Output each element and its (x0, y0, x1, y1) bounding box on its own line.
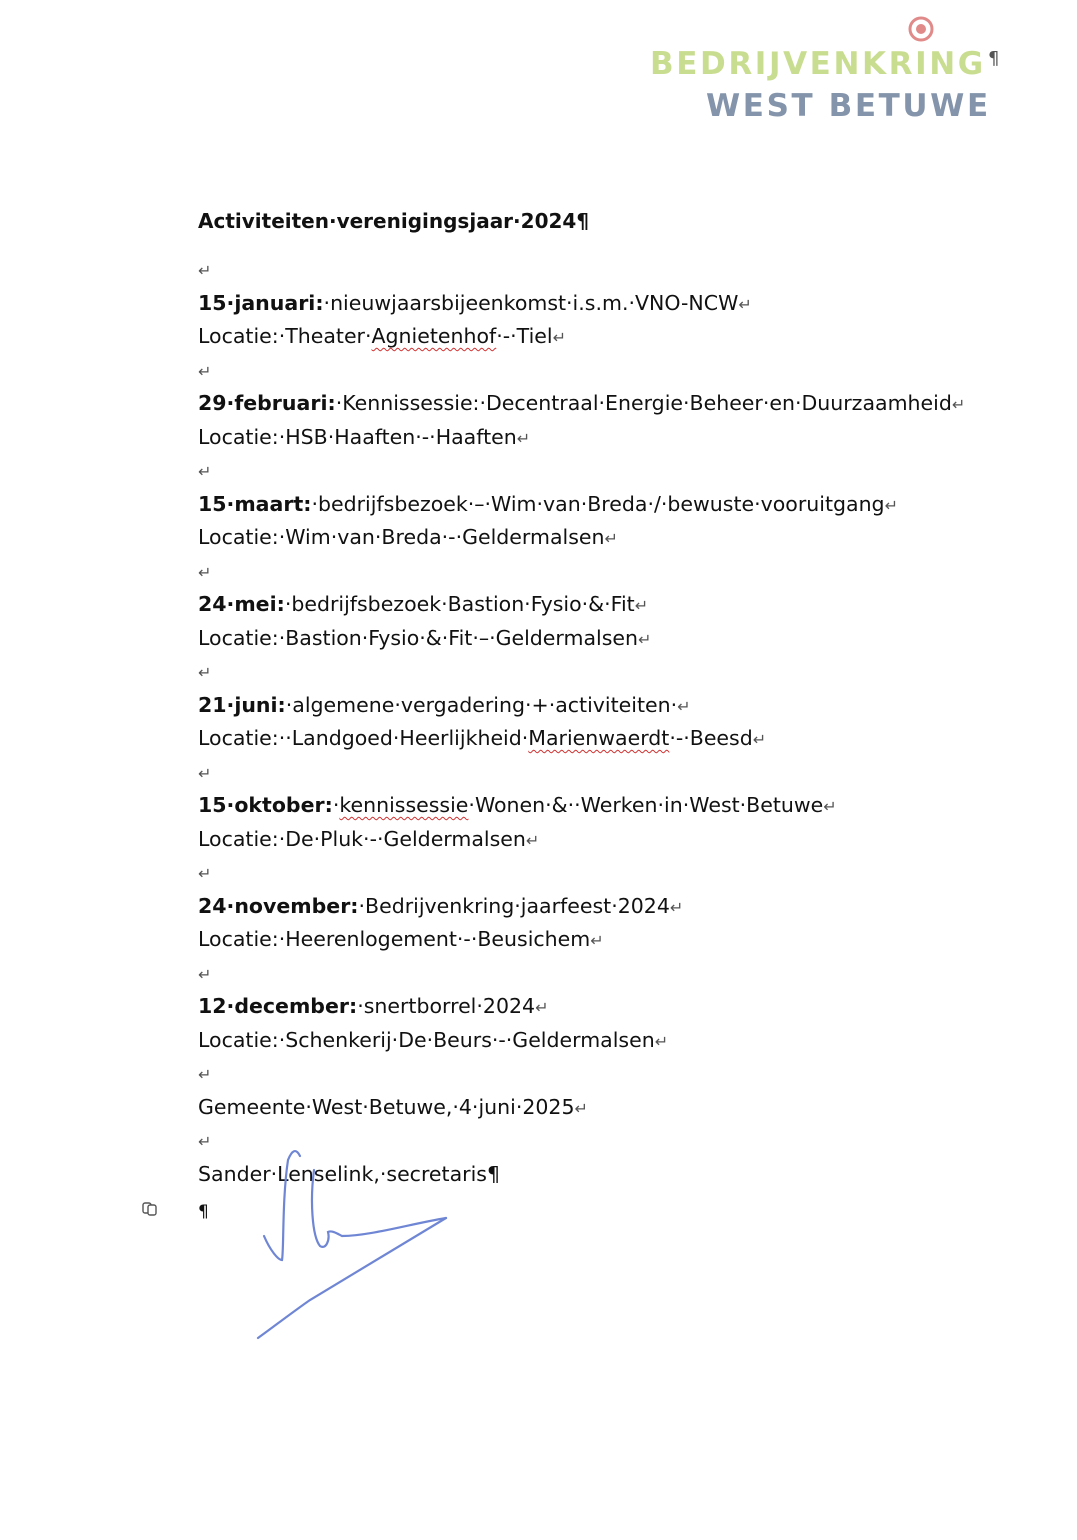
location-label: Locatie: (198, 826, 279, 851)
event-description: · (332, 793, 340, 817)
location-text: ·Theater· (278, 324, 372, 348)
location-text: ·Heerenlogement·-·Beusichem (278, 927, 591, 951)
spelling-flagged-word: kennissessie (339, 793, 469, 817)
location-label: Locatie: (198, 525, 279, 549)
return-mark: ↵ (198, 763, 212, 783)
location-line (198, 320, 1018, 354)
return-mark: ↵ (552, 328, 566, 347)
event-description: ·Wonen·&··Werken·in·West·Betuwe (468, 793, 824, 817)
event-line (198, 990, 1018, 1024)
return-mark: ↵ (634, 596, 649, 615)
location-line (198, 923, 1018, 957)
event-description: ·snertborrel·2024 (357, 994, 536, 1018)
blank-line (198, 253, 1018, 287)
event-line (198, 789, 1018, 823)
return-mark: ↵ (198, 1065, 212, 1084)
location-line (198, 722, 1018, 756)
return-mark: ↵ (198, 864, 212, 883)
blank-line (198, 756, 1018, 790)
logo-text-west-betuwe: WEST BETUWE (706, 88, 991, 124)
event-line (198, 287, 1018, 321)
return-mark: ↵ (752, 730, 767, 749)
return-mark: ↵ (884, 495, 898, 515)
location-line (198, 521, 1018, 555)
pilcrow-mark: ¶ (486, 1161, 500, 1186)
handwritten-signature (240, 1140, 470, 1350)
signatory-line: Sander·Lenselink,·secretaris¶ (198, 1161, 500, 1186)
pilcrow-mark: ¶ (198, 1202, 209, 1222)
location-line (198, 622, 1018, 656)
location-text: ·HSB·Haaften·-·Haaften (278, 424, 517, 449)
spelling-flagged-word: Agnietenhof (371, 324, 497, 348)
return-mark: ↵ (574, 1098, 588, 1118)
location-line (198, 1024, 1018, 1058)
location-text: ·Bastion·Fysio·&·Fit·–·Geldermalsen (278, 625, 639, 650)
event-date: 15·maart: (198, 491, 312, 516)
return-mark: ↵ (604, 529, 618, 548)
document-title: Activiteiten·verenigingsjaar·2024¶ (198, 209, 590, 233)
blank-line (198, 957, 1018, 991)
event-line (198, 890, 1018, 924)
location-line (198, 823, 1018, 857)
event-line (198, 689, 1018, 723)
event-line (198, 588, 1018, 622)
event-description: ·algemene·vergadering·+·activiteiten· (285, 692, 678, 717)
event-date: 29·februari: (198, 391, 336, 415)
return-mark: ↵ (198, 964, 212, 984)
return-mark: ↵ (823, 797, 837, 816)
location-label: Locatie: (198, 625, 279, 650)
blank-line (198, 454, 1018, 488)
blank-line (198, 354, 1018, 388)
event-date: 24·mei: (198, 592, 285, 616)
event-description: ·bedrijfsbezoek·Bastion·Fysio·&·Fit (284, 592, 635, 616)
return-mark: ↵ (654, 1031, 669, 1051)
return-mark: ↵ (525, 830, 540, 850)
return-mark: ↵ (590, 931, 604, 950)
pilcrow-mark: ¶ (988, 48, 1000, 69)
return-mark: ↵ (198, 663, 212, 682)
event-date: 21·juni: (198, 692, 286, 717)
location-label: Locatie: (198, 927, 279, 951)
logo-ring-icon (908, 16, 934, 42)
spelling-flagged-word: Marienwaerdt (528, 726, 670, 750)
return-mark: ↵ (516, 428, 531, 448)
blank-line (198, 555, 1018, 589)
location-label: Locatie: (198, 1027, 279, 1052)
return-mark: ↵ (638, 629, 652, 649)
location-text: ·Wim·van·Breda·-·Geldermalsen (278, 525, 605, 549)
logo-text-bedrijvenkring: BEDRIJVENKRING (650, 46, 986, 82)
location-text: ·-·Tiel (496, 324, 553, 348)
event-description: ·Kennissessie:·Decentraal·Energie·Beheer·en·Duurzaamheid (335, 391, 952, 415)
pilcrow-mark: ¶ (576, 209, 590, 233)
return-mark: ↵ (198, 261, 212, 280)
event-description: ·bedrijfsbezoek·–·Wim·van·Breda·/·bewuste·vooruitgang (311, 491, 885, 516)
event-date: 12·december: (198, 994, 358, 1018)
location-line (198, 421, 1018, 455)
return-mark: ↵ (951, 395, 966, 414)
return-mark: ↵ (198, 462, 212, 481)
event-line (198, 387, 1018, 421)
return-mark: ↵ (198, 1132, 212, 1151)
event-line (198, 488, 1018, 522)
event-description: ·nieuwjaarsbijeenkomst·i.s.m.·VNO-NCW (323, 290, 739, 315)
return-mark: ↵ (677, 696, 691, 716)
location-text: ·Schenkerij·De·Beurs·-·Geldermalsen (278, 1027, 655, 1052)
location-text: ·-·Beesd (669, 726, 753, 750)
location-label: Locatie: (198, 324, 279, 348)
event-date: 15·oktober: (198, 793, 333, 817)
location-text: ·De·Pluk·-·Geldermalsen (278, 826, 526, 851)
link-anchor-icon[interactable] (141, 1201, 159, 1217)
return-mark: ↵ (669, 897, 684, 917)
return-mark: ↵ (198, 361, 212, 381)
blank-line (198, 856, 1018, 890)
event-description: ·Bedrijvenkring·jaarfeest·2024 (358, 893, 670, 918)
closing-place-date: Gemeente·West·Betuwe,·4·juni·2025↵ (198, 1094, 588, 1119)
location-label: Locatie: (198, 726, 279, 750)
blank-line (198, 1057, 1018, 1091)
blank-line (198, 655, 1018, 689)
location-text: ··Landgoed·Heerlijkheid· (278, 726, 529, 750)
location-label: Locatie: (198, 424, 279, 449)
event-date: 24·november: (198, 893, 359, 918)
return-mark: ↵ (198, 562, 212, 582)
return-mark: ↵ (738, 294, 752, 314)
return-mark: ↵ (535, 998, 549, 1017)
event-date: 15·januari: (198, 290, 324, 315)
organization-logo (640, 14, 1010, 126)
document-body (198, 203, 1018, 1228)
